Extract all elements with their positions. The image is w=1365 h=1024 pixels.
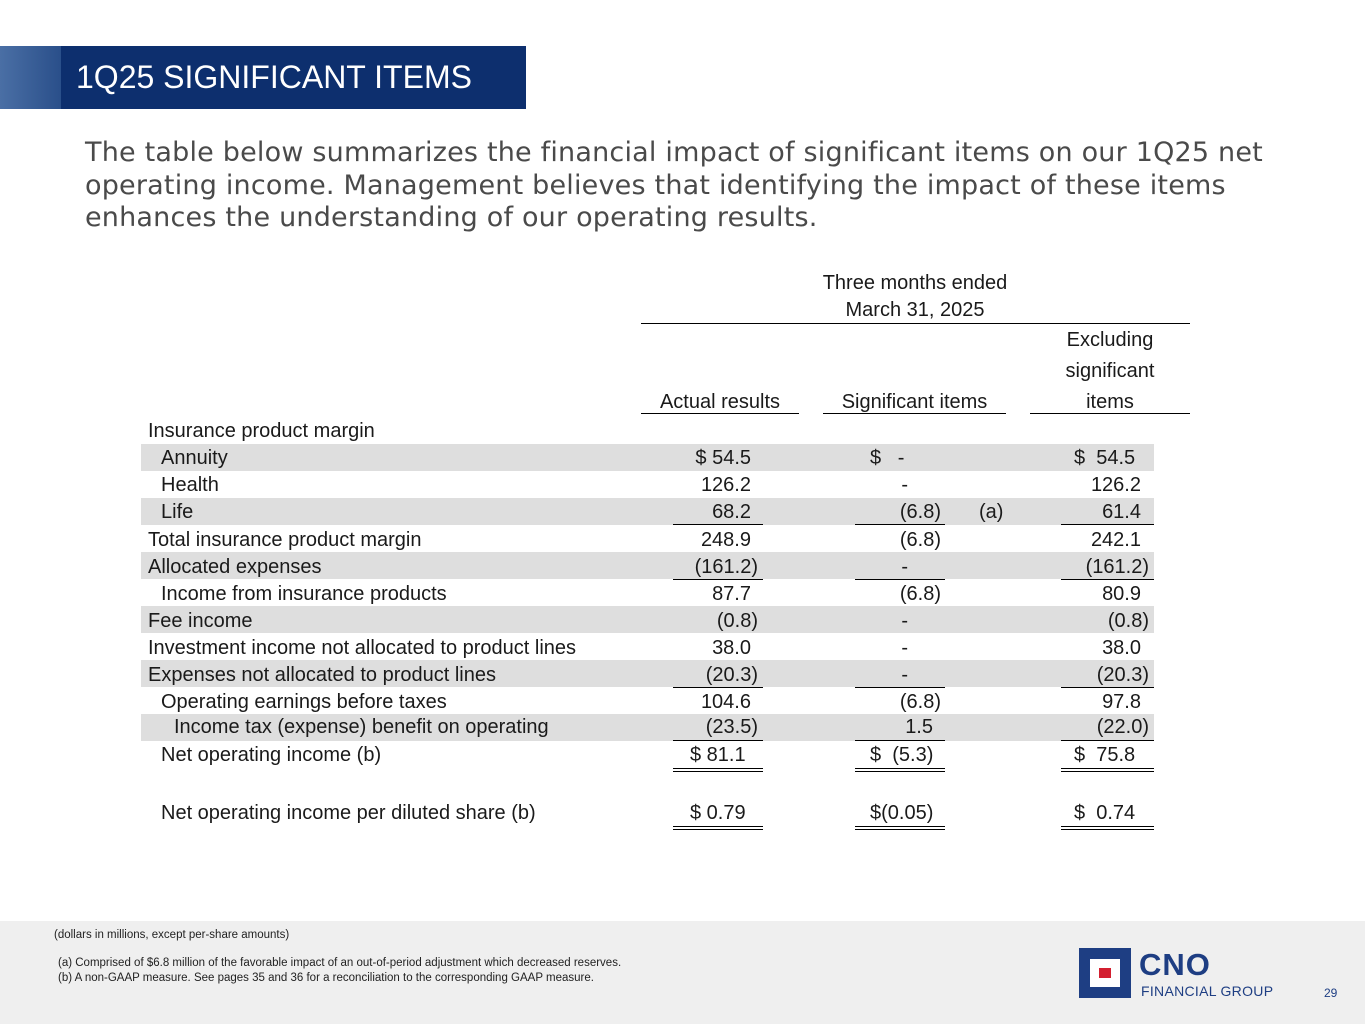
cell-actual-expenses-not-allocated: (20.3) — [705, 664, 758, 686]
cell-excluding-net-operating-income: $ 75.8 — [1074, 744, 1136, 766]
row-label-health: Health — [161, 474, 219, 496]
total-double-underline — [1061, 826, 1154, 827]
page-number: 29 — [1324, 986, 1338, 1000]
total-double-underline — [673, 829, 763, 830]
subtotal-underline — [1061, 579, 1154, 580]
row-label-per-share: Net operating income per diluted share (b) — [161, 802, 536, 824]
cell-significant-allocated-expenses: - — [901, 556, 908, 578]
cell-significant-expenses-not-allocated: - — [901, 664, 908, 686]
total-double-underline — [855, 768, 945, 769]
subtotal-underline — [855, 740, 945, 741]
col-excluding-underline — [1030, 413, 1190, 414]
subtotal-underline — [1061, 687, 1154, 688]
cell-actual-life: 68.2 — [712, 501, 751, 523]
cell-excluding-investment-income: 38.0 — [1102, 637, 1141, 659]
cell-actual-net-operating-income: $ 81.1 — [690, 744, 746, 766]
cell-significant-net-operating-income: $ (5.3) — [870, 744, 934, 766]
row-label-expenses-not-allocated: Expenses not allocated to product lines — [148, 664, 496, 686]
cell-significant-income-insurance-products: (6.8) — [899, 583, 941, 605]
subtotal-underline — [855, 579, 945, 580]
cell-actual-operating-earnings: 104.6 — [700, 691, 751, 713]
title-accent-bar — [0, 46, 61, 109]
col-significant-header: Significant items — [841, 391, 988, 413]
cell-excluding-life: 61.4 — [1102, 501, 1141, 523]
cell-actual-annuity: $ 54.5 — [695, 447, 751, 469]
period-header-underline — [641, 323, 1190, 324]
cno-logo-text: CNO — [1139, 947, 1211, 982]
section-label: Insurance product margin — [148, 420, 375, 442]
row-label-life: Life — [161, 501, 194, 523]
intro-paragraph: The table below summarizes the financial impact of significant items on our 1Q25 net operating income. Management believes that identifying the impact of these items enhances the understanding of our operating results. — [85, 137, 1263, 233]
total-double-underline — [855, 771, 945, 772]
cell-significant-fee-income: - — [901, 610, 908, 632]
total-double-underline — [1061, 768, 1154, 769]
total-double-underline — [855, 826, 945, 827]
cell-significant-per-share: $(0.05) — [870, 802, 934, 824]
cell-actual-allocated-expenses: (161.2) — [694, 556, 758, 578]
cell-actual-income-tax: (23.5) — [705, 716, 758, 738]
col-excluding-line-3: items — [1086, 391, 1134, 413]
subtotal-underline — [673, 579, 763, 580]
period-header-line-2: March 31, 2025 — [845, 299, 985, 321]
subtotal-underline — [673, 687, 763, 688]
cno-logo-mark — [1079, 948, 1131, 998]
cell-excluding-income-tax: (22.0) — [1096, 716, 1149, 738]
row-label-fee-income: Fee income — [148, 610, 253, 632]
cell-significant-life: (6.8) — [899, 501, 941, 523]
row-label-net-operating-income: Net operating income (b) — [161, 744, 382, 766]
cno-logo-subtitle: FINANCIAL GROUP — [1141, 983, 1274, 999]
total-double-underline — [1061, 771, 1154, 772]
cell-excluding-per-share: $ 0.74 — [1074, 802, 1136, 824]
cell-actual-total-margin: 248.9 — [700, 529, 751, 551]
col-actual-underline — [641, 413, 799, 414]
total-double-underline — [855, 829, 945, 830]
total-double-underline — [673, 768, 763, 769]
col-significant-underline — [823, 413, 1006, 414]
cell-excluding-health: 126.2 — [1090, 474, 1141, 496]
cell-excluding-annuity: $ 54.5 — [1074, 447, 1136, 469]
cell-excluding-total-margin: 242.1 — [1090, 529, 1141, 551]
subtotal-underline — [673, 524, 763, 525]
subtotal-underline — [1061, 740, 1154, 741]
cell-significant-income-tax: 1.5 — [905, 716, 933, 738]
cell-excluding-fee-income: (0.8) — [1107, 610, 1149, 632]
slide-title: 1Q25 SIGNIFICANT ITEMS — [61, 46, 526, 109]
total-double-underline — [673, 771, 763, 772]
row-label-allocated-expenses: Allocated expenses — [148, 556, 322, 578]
col-excluding-line-1: Excluding — [1066, 329, 1154, 351]
subtotal-underline — [1061, 524, 1154, 525]
cell-excluding-income-insurance-products: 80.9 — [1102, 583, 1141, 605]
row-label-annuity: Annuity — [161, 447, 228, 469]
cell-actual-investment-income: 38.0 — [712, 637, 751, 659]
footnote-ref-a: (a) — [979, 501, 1004, 523]
cell-actual-per-share: $ 0.79 — [690, 802, 746, 824]
cell-significant-annuity: $ - — [870, 447, 905, 469]
cell-actual-health: 126.2 — [700, 474, 751, 496]
cell-actual-income-insurance-products: 87.7 — [712, 583, 751, 605]
row-label-investment-income: Investment income not allocated to product lines — [148, 637, 577, 659]
footnote-a: (a) Comprised of $6.8 million of the favorable impact of an out-of-period adjustment which decreased reserves. — [58, 957, 622, 969]
footnote-b: (b) A non-GAAP measure. See pages 35 and 36 for a reconciliation to the corresponding GAAP measure. — [58, 972, 594, 984]
subtotal-underline — [855, 524, 945, 525]
row-label-operating-earnings: Operating earnings before taxes — [161, 691, 447, 713]
cell-actual-fee-income: (0.8) — [716, 610, 758, 632]
total-double-underline — [673, 826, 763, 827]
total-double-underline — [1061, 829, 1154, 830]
footnote-units: (dollars in millions, except per-share amounts) — [54, 929, 290, 941]
cell-significant-operating-earnings: (6.8) — [899, 691, 941, 713]
row-label-income-tax: Income tax (expense) benefit on operating — [174, 716, 549, 738]
cell-significant-investment-income: - — [901, 637, 908, 659]
cell-excluding-operating-earnings: 97.8 — [1102, 691, 1141, 713]
col-actual-header: Actual results — [659, 391, 781, 413]
cell-significant-health: - — [901, 474, 908, 496]
subtotal-underline — [855, 687, 945, 688]
row-label-income-insurance-products: Income from insurance products — [161, 583, 447, 605]
col-excluding-line-2: significant — [1065, 360, 1155, 382]
cell-excluding-allocated-expenses: (161.2) — [1085, 556, 1149, 578]
subtotal-underline — [673, 740, 763, 741]
row-label-total-margin: Total insurance product margin — [148, 529, 422, 551]
cell-excluding-expenses-not-allocated: (20.3) — [1096, 664, 1149, 686]
period-header-line-1: Three months ended — [822, 272, 1008, 294]
cell-significant-total-margin: (6.8) — [899, 529, 941, 551]
